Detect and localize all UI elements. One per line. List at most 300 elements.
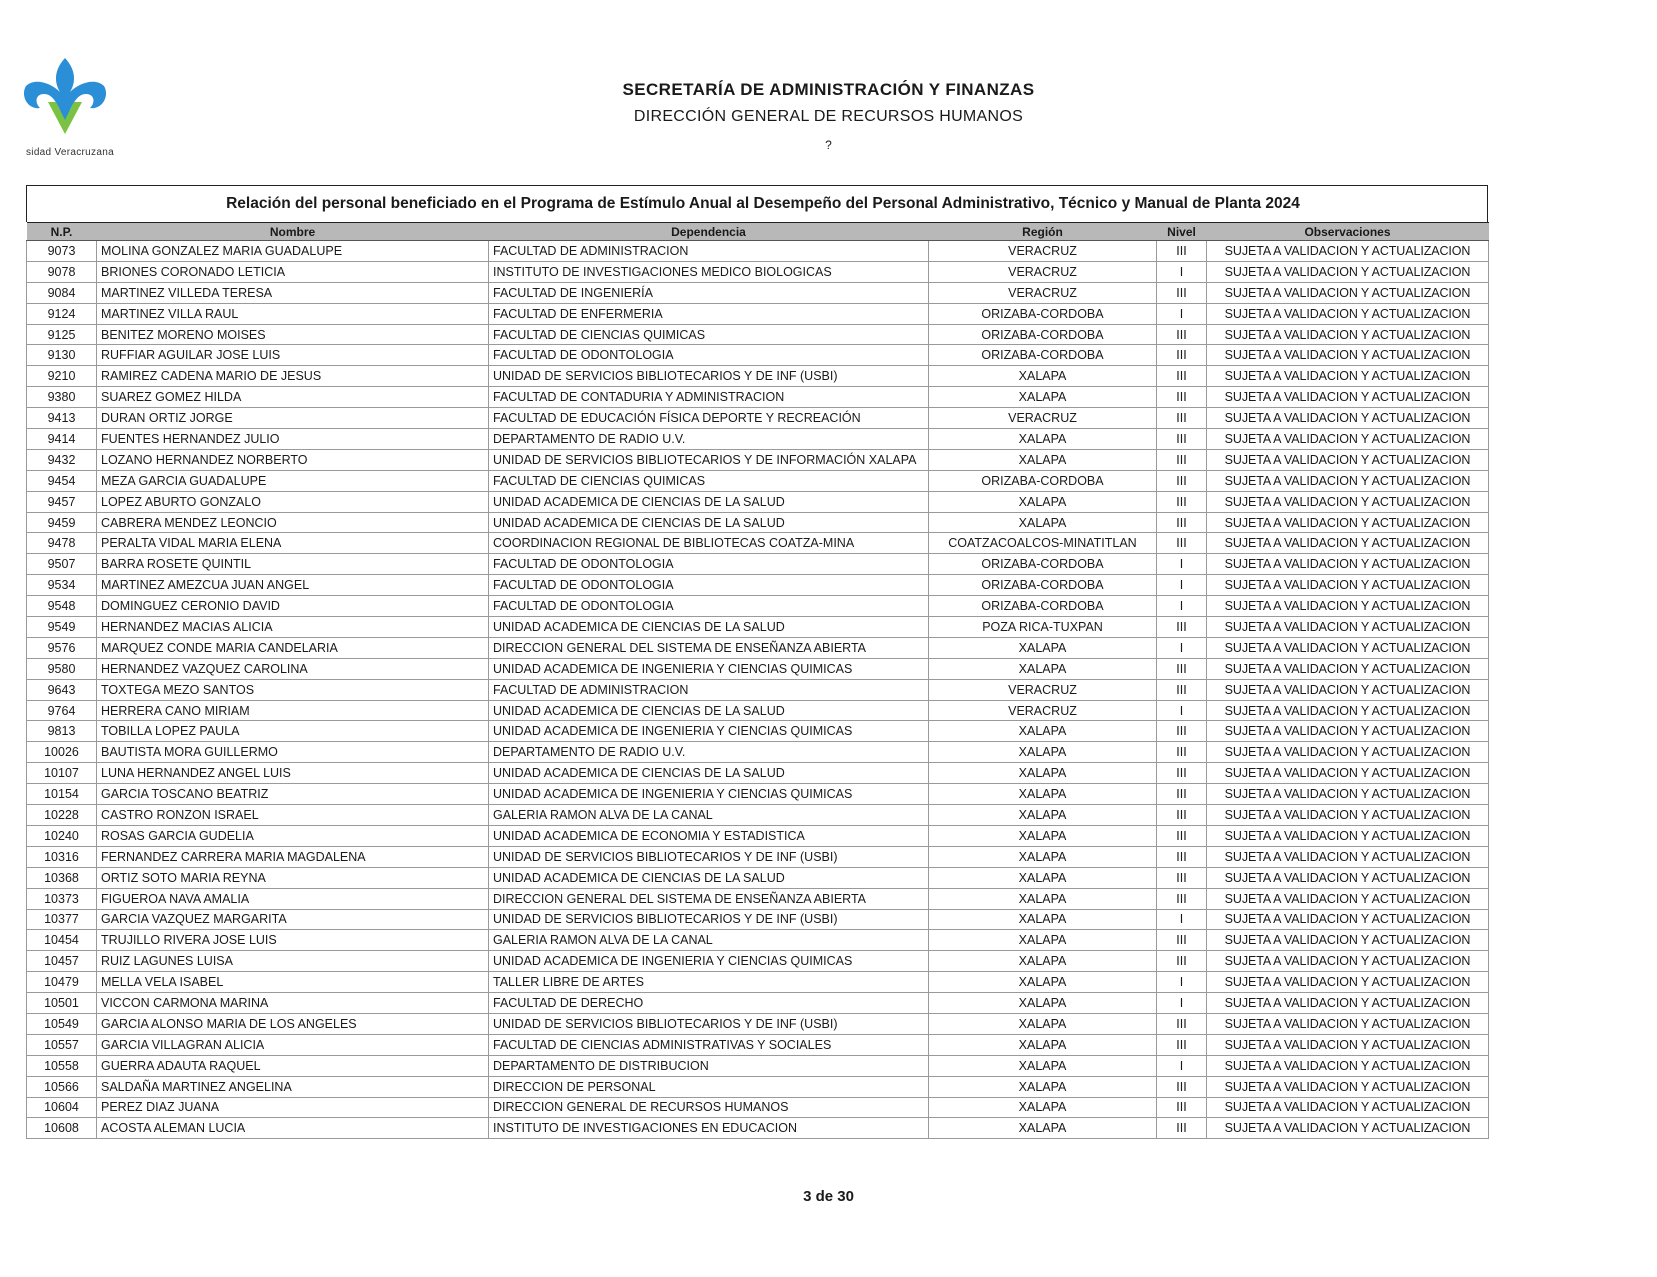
cell-observaciones: SUJETA A VALIDACION Y ACTUALIZACION [1207, 554, 1489, 575]
page-subtitle: DIRECCIÓN GENERAL DE RECURSOS HUMANOS [633, 108, 1024, 125]
cell-observaciones: SUJETA A VALIDACION Y ACTUALIZACION [1207, 324, 1489, 345]
cell-nombre: GARCIA VILLAGRAN ALICIA [97, 1034, 489, 1055]
cell-nombre: FERNANDEZ CARRERA MARIA MAGDALENA [97, 846, 489, 867]
cell-nombre: TOBILLA LOPEZ PAULA [97, 721, 489, 742]
cell-nivel: I [1157, 261, 1207, 282]
cell-nivel: I [1157, 637, 1207, 658]
cell-dependencia: FACULTAD DE ADMINISTRACION [489, 679, 929, 700]
cell-np: 9580 [27, 658, 97, 679]
cell-observaciones: SUJETA A VALIDACION Y ACTUALIZACION [1207, 1118, 1489, 1139]
cell-dependencia: UNIDAD ACADEMICA DE INGENIERIA Y CIENCIAS QUIMICAS [489, 951, 929, 972]
cell-dependencia: FACULTAD DE CIENCIAS QUIMICAS [489, 324, 929, 345]
cell-np: 10604 [27, 1097, 97, 1118]
cell-nivel: III [1157, 449, 1207, 470]
cell-region: XALAPA [929, 449, 1157, 470]
cell-np: 10154 [27, 784, 97, 805]
cell-region: XALAPA [929, 1013, 1157, 1034]
cell-np: 10316 [27, 846, 97, 867]
cell-np: 9380 [27, 387, 97, 408]
table-row [27, 700, 1489, 721]
cell-nivel: III [1157, 846, 1207, 867]
cell-nivel: III [1157, 763, 1207, 784]
cell-dependencia: GALERIA RAMON ALVA DE LA CANAL [489, 930, 929, 951]
cell-dependencia: UNIDAD ACADEMICA DE CIENCIAS DE LA SALUD [489, 763, 929, 784]
table-row [27, 491, 1489, 512]
table-row [27, 909, 1489, 930]
cell-observaciones: SUJETA A VALIDACION Y ACTUALIZACION [1207, 449, 1489, 470]
cell-dependencia: UNIDAD ACADEMICA DE CIENCIAS DE LA SALUD [489, 617, 929, 638]
cell-observaciones: SUJETA A VALIDACION Y ACTUALIZACION [1207, 700, 1489, 721]
cell-nivel: III [1157, 1013, 1207, 1034]
table-row [27, 784, 1489, 805]
cell-np: 10228 [27, 805, 97, 826]
cell-nivel: III [1157, 408, 1207, 429]
cell-nombre: ROSAS GARCIA GUDELIA [97, 825, 489, 846]
cell-observaciones: SUJETA A VALIDACION Y ACTUALIZACION [1207, 261, 1489, 282]
cell-np: 9078 [27, 261, 97, 282]
cell-nombre: BENITEZ MORENO MOISES [97, 324, 489, 345]
cell-nivel: III [1157, 742, 1207, 763]
cell-region: XALAPA [929, 1055, 1157, 1076]
cell-observaciones: SUJETA A VALIDACION Y ACTUALIZACION [1207, 241, 1489, 262]
cell-np: 9130 [27, 345, 97, 366]
cell-np: 10026 [27, 742, 97, 763]
cell-dependencia: UNIDAD ACADEMICA DE CIENCIAS DE LA SALUD [489, 512, 929, 533]
cell-np: 9478 [27, 533, 97, 554]
table-row [27, 742, 1489, 763]
cell-region: XALAPA [929, 1034, 1157, 1055]
page-title: SECRETARÍA DE ADMINISTRACIÓN Y FINANZAS [622, 80, 1035, 99]
cell-region: ORIZABA-CORDOBA [929, 303, 1157, 324]
cell-np: 10501 [27, 993, 97, 1014]
table-row [27, 387, 1489, 408]
cell-observaciones: SUJETA A VALIDACION Y ACTUALIZACION [1207, 1097, 1489, 1118]
cell-region: VERACRUZ [929, 261, 1157, 282]
cell-nivel: III [1157, 324, 1207, 345]
cell-np: 9125 [27, 324, 97, 345]
cell-region: VERACRUZ [929, 408, 1157, 429]
cell-nivel: I [1157, 1055, 1207, 1076]
table-row [27, 721, 1489, 742]
cell-observaciones: SUJETA A VALIDACION Y ACTUALIZACION [1207, 825, 1489, 846]
cell-nivel: I [1157, 554, 1207, 575]
table-row [27, 679, 1489, 700]
cell-nombre: GARCIA TOSCANO BEATRIZ [97, 784, 489, 805]
cell-dependencia: FACULTAD DE ENFERMERIA [489, 303, 929, 324]
cell-np: 10377 [27, 909, 97, 930]
cell-region: XALAPA [929, 846, 1157, 867]
cell-dependencia: UNIDAD DE SERVICIOS BIBLIOTECARIOS Y DE INFORMACIÓN XALAPA [489, 449, 929, 470]
cell-observaciones: SUJETA A VALIDACION Y ACTUALIZACION [1207, 993, 1489, 1014]
cell-region: ORIZABA-CORDOBA [929, 345, 1157, 366]
cell-region: XALAPA [929, 1118, 1157, 1139]
cell-nombre: SUAREZ GOMEZ HILDA [97, 387, 489, 408]
cell-observaciones: SUJETA A VALIDACION Y ACTUALIZACION [1207, 345, 1489, 366]
cell-nombre: MARTINEZ VILLEDA TERESA [97, 282, 489, 303]
cell-np: 10240 [27, 825, 97, 846]
cell-np: 9457 [27, 491, 97, 512]
cell-np: 10373 [27, 888, 97, 909]
cell-region: COATZACOALCOS-MINATITLAN [929, 533, 1157, 554]
cell-np: 9507 [27, 554, 97, 575]
cell-nivel: III [1157, 1034, 1207, 1055]
column-header-region: Región [929, 223, 1157, 241]
cell-nivel: III [1157, 805, 1207, 826]
cell-region: XALAPA [929, 1097, 1157, 1118]
table-row [27, 658, 1489, 679]
cell-dependencia: UNIDAD DE SERVICIOS BIBLIOTECARIOS Y DE INF (USBI) [489, 846, 929, 867]
table-row [27, 1013, 1489, 1034]
table-row [27, 554, 1489, 575]
cell-dependencia: FACULTAD DE CIENCIAS ADMINISTRATIVAS Y SOCIALES [489, 1034, 929, 1055]
cell-observaciones: SUJETA A VALIDACION Y ACTUALIZACION [1207, 387, 1489, 408]
cell-nombre: ORTIZ SOTO MARIA REYNA [97, 867, 489, 888]
cell-observaciones: SUJETA A VALIDACION Y ACTUALIZACION [1207, 408, 1489, 429]
cell-np: 9084 [27, 282, 97, 303]
cell-nivel: III [1157, 533, 1207, 554]
table-row [27, 533, 1489, 554]
cell-np: 10479 [27, 972, 97, 993]
table-row [27, 1055, 1489, 1076]
table-row [27, 241, 1489, 262]
cell-observaciones: SUJETA A VALIDACION Y ACTUALIZACION [1207, 888, 1489, 909]
cell-dependencia: FACULTAD DE EDUCACIÓN FÍSICA DEPORTE Y RECREACIÓN [489, 408, 929, 429]
cell-np: 10558 [27, 1055, 97, 1076]
cell-nombre: RUFFIAR AGUILAR JOSE LUIS [97, 345, 489, 366]
cell-nombre: GARCIA VAZQUEZ MARGARITA [97, 909, 489, 930]
cell-nombre: GARCIA ALONSO MARIA DE LOS ANGELES [97, 1013, 489, 1034]
cell-region: XALAPA [929, 742, 1157, 763]
table-row [27, 846, 1489, 867]
table-row [27, 470, 1489, 491]
cell-dependencia: DEPARTAMENTO DE RADIO U.V. [489, 742, 929, 763]
cell-nombre: PEREZ DIAZ JUANA [97, 1097, 489, 1118]
cell-nivel: III [1157, 470, 1207, 491]
cell-observaciones: SUJETA A VALIDACION Y ACTUALIZACION [1207, 491, 1489, 512]
cell-observaciones: SUJETA A VALIDACION Y ACTUALIZACION [1207, 575, 1489, 596]
cell-nivel: I [1157, 596, 1207, 617]
cell-dependencia: UNIDAD ACADEMICA DE INGENIERIA Y CIENCIAS QUIMICAS [489, 658, 929, 679]
cell-observaciones: SUJETA A VALIDACION Y ACTUALIZACION [1207, 637, 1489, 658]
cell-observaciones: SUJETA A VALIDACION Y ACTUALIZACION [1207, 470, 1489, 491]
cell-np: 9210 [27, 366, 97, 387]
table-row [27, 951, 1489, 972]
cell-nombre: RUIZ LAGUNES LUISA [97, 951, 489, 972]
cell-np: 9073 [27, 241, 97, 262]
cell-np: 10107 [27, 763, 97, 784]
cell-nivel: III [1157, 345, 1207, 366]
cell-observaciones: SUJETA A VALIDACION Y ACTUALIZACION [1207, 909, 1489, 930]
cell-observaciones: SUJETA A VALIDACION Y ACTUALIZACION [1207, 533, 1489, 554]
cell-nombre: RAMIREZ CADENA MARIO DE JESUS [97, 366, 489, 387]
cell-observaciones: SUJETA A VALIDACION Y ACTUALIZACION [1207, 867, 1489, 888]
cell-observaciones: SUJETA A VALIDACION Y ACTUALIZACION [1207, 658, 1489, 679]
cell-nivel: I [1157, 909, 1207, 930]
cell-region: XALAPA [929, 512, 1157, 533]
cell-dependencia: FACULTAD DE CIENCIAS QUIMICAS [489, 470, 929, 491]
cell-region: XALAPA [929, 658, 1157, 679]
cell-observaciones: SUJETA A VALIDACION Y ACTUALIZACION [1207, 617, 1489, 638]
cell-nivel: III [1157, 617, 1207, 638]
table-row [27, 825, 1489, 846]
cell-nivel: III [1157, 658, 1207, 679]
cell-region: XALAPA [929, 930, 1157, 951]
table-row [27, 993, 1489, 1014]
column-header-nivel: Nivel [1157, 223, 1207, 241]
column-header-np: N.P. [27, 223, 97, 241]
cell-region: POZA RICA-TUXPAN [929, 617, 1157, 638]
column-header-dependencia: Dependencia [489, 223, 929, 241]
cell-dependencia: UNIDAD ACADEMICA DE CIENCIAS DE LA SALUD [489, 491, 929, 512]
cell-np: 9576 [27, 637, 97, 658]
cell-nivel: III [1157, 429, 1207, 450]
cell-nivel: III [1157, 1097, 1207, 1118]
page-number: 3 de 30 [803, 1188, 854, 1205]
cell-nombre: BAUTISTA MORA GUILLERMO [97, 742, 489, 763]
cell-dependencia: TALLER LIBRE DE ARTES [489, 972, 929, 993]
cell-dependencia: UNIDAD DE SERVICIOS BIBLIOTECARIOS Y DE INF (USBI) [489, 909, 929, 930]
cell-dependencia: INSTITUTO DE INVESTIGACIONES EN EDUCACION [489, 1118, 929, 1139]
cell-dependencia: FACULTAD DE ODONTOLOGIA [489, 596, 929, 617]
cell-region: ORIZABA-CORDOBA [929, 596, 1157, 617]
cell-np: 10368 [27, 867, 97, 888]
table-row [27, 324, 1489, 345]
table-row [27, 637, 1489, 658]
cell-region: ORIZABA-CORDOBA [929, 324, 1157, 345]
table-row [27, 512, 1489, 533]
cell-nombre: BARRA ROSETE QUINTIL [97, 554, 489, 575]
cell-observaciones: SUJETA A VALIDACION Y ACTUALIZACION [1207, 366, 1489, 387]
cell-dependencia: DIRECCION GENERAL DE RECURSOS HUMANOS [489, 1097, 929, 1118]
cell-dependencia: DIRECCION GENERAL DEL SISTEMA DE ENSEÑANZA ABIERTA [489, 888, 929, 909]
cell-np: 10549 [27, 1013, 97, 1034]
cell-np: 9413 [27, 408, 97, 429]
cell-np: 10566 [27, 1076, 97, 1097]
cell-dependencia: INSTITUTO DE INVESTIGACIONES MEDICO BIOLOGICAS [489, 261, 929, 282]
cell-region: XALAPA [929, 387, 1157, 408]
cell-observaciones: SUJETA A VALIDACION Y ACTUALIZACION [1207, 951, 1489, 972]
cell-dependencia: DEPARTAMENTO DE DISTRIBUCION [489, 1055, 929, 1076]
cell-np: 9459 [27, 512, 97, 533]
cell-region: XALAPA [929, 805, 1157, 826]
cell-nombre: MEZA GARCIA GUADALUPE [97, 470, 489, 491]
cell-nombre: VICCON CARMONA MARINA [97, 993, 489, 1014]
cell-nivel: I [1157, 972, 1207, 993]
cell-np: 10454 [27, 930, 97, 951]
cell-dependencia: UNIDAD ACADEMICA DE INGENIERIA Y CIENCIAS QUIMICAS [489, 784, 929, 805]
cell-observaciones: SUJETA A VALIDACION Y ACTUALIZACION [1207, 1076, 1489, 1097]
cell-region: XALAPA [929, 825, 1157, 846]
cell-nombre: DURAN ORTIZ JORGE [97, 408, 489, 429]
cell-dependencia: FACULTAD DE INGENIERÍA [489, 282, 929, 303]
cell-observaciones: SUJETA A VALIDACION Y ACTUALIZACION [1207, 930, 1489, 951]
cell-nivel: III [1157, 784, 1207, 805]
cell-nombre: CABRERA MENDEZ LEONCIO [97, 512, 489, 533]
table-row [27, 930, 1489, 951]
cell-region: XALAPA [929, 909, 1157, 930]
cell-nivel: III [1157, 241, 1207, 262]
cell-nivel: I [1157, 700, 1207, 721]
cell-observaciones: SUJETA A VALIDACION Y ACTUALIZACION [1207, 1013, 1489, 1034]
cell-observaciones: SUJETA A VALIDACION Y ACTUALIZACION [1207, 1055, 1489, 1076]
cell-np: 9534 [27, 575, 97, 596]
table-row [27, 1097, 1489, 1118]
cell-np: 9813 [27, 721, 97, 742]
table-row [27, 596, 1489, 617]
cell-region: VERACRUZ [929, 679, 1157, 700]
cell-nivel: III [1157, 1118, 1207, 1139]
cell-region: XALAPA [929, 1076, 1157, 1097]
cell-observaciones: SUJETA A VALIDACION Y ACTUALIZACION [1207, 784, 1489, 805]
cell-nombre: CASTRO RONZON ISRAEL [97, 805, 489, 826]
cell-np: 9124 [27, 303, 97, 324]
table-body [27, 241, 1489, 1139]
table-row [27, 972, 1489, 993]
column-header-observaciones: Observaciones [1207, 223, 1489, 241]
cell-np: 9549 [27, 617, 97, 638]
cell-dependencia: GALERIA RAMON ALVA DE LA CANAL [489, 805, 929, 826]
beneficiaries-table [26, 222, 1489, 1139]
cell-nombre: FIGUEROA NAVA AMALIA [97, 888, 489, 909]
table-row [27, 345, 1489, 366]
cell-nombre: TRUJILLO RIVERA JOSE LUIS [97, 930, 489, 951]
table-row [27, 805, 1489, 826]
cell-observaciones: SUJETA A VALIDACION Y ACTUALIZACION [1207, 846, 1489, 867]
cell-dependencia: FACULTAD DE ODONTOLOGIA [489, 554, 929, 575]
table-row [27, 261, 1489, 282]
cell-nombre: MELLA VELA ISABEL [97, 972, 489, 993]
cell-nombre: BRIONES CORONADO LETICIA [97, 261, 489, 282]
cell-region: VERACRUZ [929, 282, 1157, 303]
cell-region: VERACRUZ [929, 241, 1157, 262]
cell-region: XALAPA [929, 637, 1157, 658]
cell-nombre: FUENTES HERNANDEZ JULIO [97, 429, 489, 450]
cell-dependencia: UNIDAD ACADEMICA DE ECONOMIA Y ESTADISTICA [489, 825, 929, 846]
cell-np: 10608 [27, 1118, 97, 1139]
table-header-row [27, 223, 1489, 241]
cell-nivel: III [1157, 867, 1207, 888]
cell-observaciones: SUJETA A VALIDACION Y ACTUALIZACION [1207, 1034, 1489, 1055]
table-row [27, 429, 1489, 450]
cell-observaciones: SUJETA A VALIDACION Y ACTUALIZACION [1207, 282, 1489, 303]
cell-region: XALAPA [929, 888, 1157, 909]
cell-region: XALAPA [929, 763, 1157, 784]
table-row [27, 575, 1489, 596]
table-row [27, 449, 1489, 470]
cell-nombre: MOLINA GONZALEZ MARIA GUADALUPE [97, 241, 489, 262]
table-caption: Relación del personal beneficiado en el Programa de Estímulo Anual al Desempeño del Personal Administrativo, Técnico y Manual de Planta 2024 [26, 185, 1488, 222]
beneficiaries-table-container [26, 185, 1488, 1139]
logo-caption: sidad Veracruzana [26, 147, 114, 158]
cell-nivel: I [1157, 575, 1207, 596]
cell-observaciones: SUJETA A VALIDACION Y ACTUALIZACION [1207, 972, 1489, 993]
cell-dependencia: UNIDAD ACADEMICA DE CIENCIAS DE LA SALUD [489, 867, 929, 888]
cell-observaciones: SUJETA A VALIDACION Y ACTUALIZACION [1207, 721, 1489, 742]
cell-region: XALAPA [929, 491, 1157, 512]
table-row [27, 366, 1489, 387]
table-row [27, 303, 1489, 324]
cell-dependencia: FACULTAD DE ODONTOLOGIA [489, 575, 929, 596]
table-row [27, 1076, 1489, 1097]
cell-observaciones: SUJETA A VALIDACION Y ACTUALIZACION [1207, 679, 1489, 700]
cell-nombre: LUNA HERNANDEZ ANGEL LUIS [97, 763, 489, 784]
cell-observaciones: SUJETA A VALIDACION Y ACTUALIZACION [1207, 303, 1489, 324]
cell-nivel: III [1157, 679, 1207, 700]
cell-dependencia: UNIDAD ACADEMICA DE INGENIERIA Y CIENCIAS QUIMICAS [489, 721, 929, 742]
cell-nivel: III [1157, 1076, 1207, 1097]
cell-nombre: LOZANO HERNANDEZ NORBERTO [97, 449, 489, 470]
table-row [27, 408, 1489, 429]
cell-observaciones: SUJETA A VALIDACION Y ACTUALIZACION [1207, 805, 1489, 826]
cell-dependencia: DIRECCION DE PERSONAL [489, 1076, 929, 1097]
column-header-nombre: Nombre [97, 223, 489, 241]
cell-nombre: HERNANDEZ VAZQUEZ CAROLINA [97, 658, 489, 679]
cell-nivel: III [1157, 282, 1207, 303]
cell-nombre: MARTINEZ VILLA RAUL [97, 303, 489, 324]
table-row [27, 888, 1489, 909]
cell-region: XALAPA [929, 993, 1157, 1014]
cell-nombre: GUERRA ADAUTA RAQUEL [97, 1055, 489, 1076]
cell-np: 9764 [27, 700, 97, 721]
cell-observaciones: SUJETA A VALIDACION Y ACTUALIZACION [1207, 596, 1489, 617]
cell-observaciones: SUJETA A VALIDACION Y ACTUALIZACION [1207, 763, 1489, 784]
cell-dependencia: COORDINACION REGIONAL DE BIBLIOTECAS COATZA-MINA [489, 533, 929, 554]
cell-observaciones: SUJETA A VALIDACION Y ACTUALIZACION [1207, 742, 1489, 763]
cell-dependencia: FACULTAD DE ADMINISTRACION [489, 241, 929, 262]
cell-region: XALAPA [929, 721, 1157, 742]
cell-nivel: III [1157, 930, 1207, 951]
cell-nombre: HERNANDEZ MACIAS ALICIA [97, 617, 489, 638]
cell-region: XALAPA [929, 366, 1157, 387]
cell-nivel: I [1157, 993, 1207, 1014]
cell-nivel: III [1157, 888, 1207, 909]
cell-np: 9432 [27, 449, 97, 470]
cell-np: 9454 [27, 470, 97, 491]
cell-nombre: TOXTEGA MEZO SANTOS [97, 679, 489, 700]
cell-np: 9414 [27, 429, 97, 450]
cell-nivel: III [1157, 721, 1207, 742]
cell-region: XALAPA [929, 972, 1157, 993]
cell-region: XALAPA [929, 429, 1157, 450]
cell-nombre: PERALTA VIDAL MARIA ELENA [97, 533, 489, 554]
table-row [27, 1118, 1489, 1139]
cell-dependencia: FACULTAD DE DERECHO [489, 993, 929, 1014]
table-row [27, 763, 1489, 784]
cell-nombre: MARQUEZ CONDE MARIA CANDELARIA [97, 637, 489, 658]
table-row [27, 867, 1489, 888]
cell-dependencia: UNIDAD DE SERVICIOS BIBLIOTECARIOS Y DE INF (USBI) [489, 1013, 929, 1034]
cell-nivel: III [1157, 491, 1207, 512]
cell-dependencia: DEPARTAMENTO DE RADIO U.V. [489, 429, 929, 450]
cell-nombre: DOMINGUEZ CERONIO DAVID [97, 596, 489, 617]
cell-nombre: ACOSTA ALEMAN LUCIA [97, 1118, 489, 1139]
cell-nombre: SALDAÑA MARTINEZ ANGELINA [97, 1076, 489, 1097]
cell-observaciones: SUJETA A VALIDACION Y ACTUALIZACION [1207, 512, 1489, 533]
cell-nombre: HERRERA CANO MIRIAM [97, 700, 489, 721]
cell-dependencia: DIRECCION GENERAL DEL SISTEMA DE ENSEÑANZA ABIERTA [489, 637, 929, 658]
cell-nivel: III [1157, 387, 1207, 408]
cell-region: XALAPA [929, 784, 1157, 805]
cell-np: 10557 [27, 1034, 97, 1055]
cell-nivel: III [1157, 825, 1207, 846]
table-row [27, 1034, 1489, 1055]
table-row [27, 617, 1489, 638]
cell-region: ORIZABA-CORDOBA [929, 554, 1157, 575]
cell-dependencia: FACULTAD DE ODONTOLOGIA [489, 345, 929, 366]
cell-nivel: I [1157, 303, 1207, 324]
cell-nivel: III [1157, 512, 1207, 533]
cell-np: 9643 [27, 679, 97, 700]
